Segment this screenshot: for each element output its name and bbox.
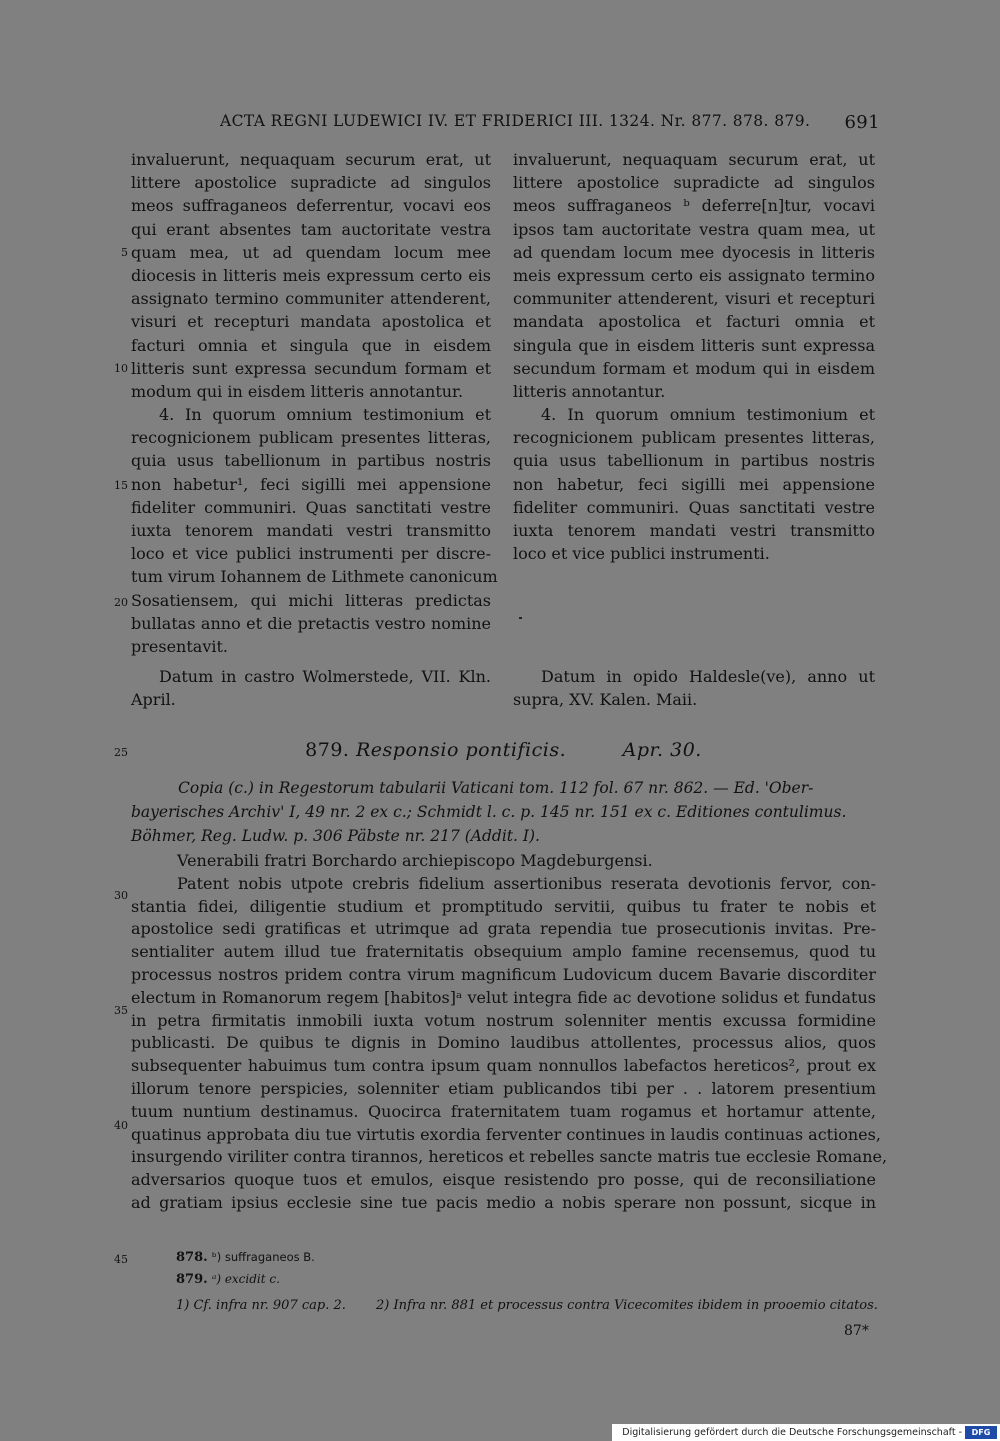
body-line: tuum nuntium destinamus. Quocirca fraternitatem tuam rogamus et hortamur attente, (131, 1101, 876, 1121)
line-number: 40 (114, 1119, 128, 1132)
right-line: recognicionem publicam presentes litteras, (513, 428, 875, 448)
right-datum-line: supra, XV. Kalen. Maii. (513, 690, 698, 709)
line-number: 30 (114, 889, 128, 902)
line-number: 25 (114, 746, 128, 759)
line-number: 15 (114, 479, 128, 492)
banner-text: Digitalisierung gefördert durch die Deutsche Forschungsgemeinschaft - (622, 1427, 962, 1438)
left-line: littere apostolice supradicte ad singulos (131, 173, 491, 193)
variant-text: ᵇ) suffraganeos B. (211, 1250, 315, 1264)
body-line: electum in Romanorum regem [habitos]ᵃ velut integra fide ac devotione solidus et fundatus (131, 987, 876, 1007)
right-line: loco et vice publici instrumenti. (513, 544, 770, 564)
left-line: presentavit. (131, 636, 228, 656)
variant-text: ᵃ) excidit c. (211, 1272, 280, 1286)
source-note (131, 776, 878, 848)
left-line: non habetur¹, feci sigilli mei appensione (131, 474, 491, 494)
body-line: illorum tenore perspicies, solenniter etiam publicandos tibi per . . latorem presentium (131, 1078, 876, 1098)
left-line: litteris sunt expressa secundum formam et (131, 358, 491, 378)
body-line: adversarios quoque tuos et emulos, eisque resistendo pro posse, qui de reconsiliatione (131, 1170, 876, 1190)
body-line: subsequenter habuimus tum contra ipsum quam nonnullos labefactos hereticos², prout ex (131, 1056, 876, 1076)
right-line: iuxta tenorem mandati vestri transmitto (513, 521, 875, 540)
body-line: sentialiter autem illud tue fraternitatis obsequium amplo famine recensemus, quod tu (131, 942, 876, 962)
left-line: assignato termino communiter attenderent, (131, 289, 491, 309)
right-datum-line: Datum in opido Haldesle(ve), anno ut (541, 667, 875, 686)
right-line: fideliter communiri. Quas sanctitati vestre (513, 497, 875, 517)
source-note-line: Böhmer, Reg. Ludw. p. 306 Päbste nr. 217 (Addit. I). (131, 827, 540, 845)
right-line: mandata apostolica et facturi omnia et (513, 312, 875, 332)
footnote-1: 1) Cf. infra nr. 907 cap. 2. (176, 1298, 346, 1313)
variant-note (176, 1272, 280, 1287)
right-line: littere apostolice supradicte ad singulos (513, 173, 875, 193)
left-line: loco et vice publici instrumenti per discre- (131, 544, 491, 564)
right-line: 4. In quorum omnium testimonium et (541, 405, 875, 425)
body-line: quatinus approbata diu tue virtutis exordia ferventer continues in laudis continuas actiones, (131, 1124, 881, 1144)
left-line: quia usus tabellionum in partibus nostris (131, 451, 491, 471)
right-line: secundum formam et modum qui in eisdem (513, 358, 875, 378)
right-line: ad quendam locum mee dyocesis in litteris (513, 242, 875, 262)
footnote-2: 2) Infra nr. 881 et processus contra Vicecomites ibidem in prooemio citatos. (376, 1298, 878, 1313)
right-column (513, 148, 875, 565)
source-note-line: bayerisches Archiv' I, 49 nr. 2 ex c.; Schmidt l. c. p. 145 nr. 151 ex c. Editiones contulimus. (131, 803, 847, 821)
body-line: ad gratiam ipsius ecclesie sine tue pacis medio a nobis sperare non possunt, sicque in (131, 1192, 876, 1212)
source-note-line: Copia (c.) in Regestorum tabularii Vaticani tom. 112 fol. 67 nr. 862. — Ed. 'Ober- (178, 779, 814, 797)
left-line: iuxta tenorem mandati vestri transmitto (131, 521, 491, 540)
body-line: in petra firmitatis inmobili iuxta votum nostrum solenniter mentis excussa formidine (131, 1010, 876, 1030)
left-line: diocesis in litteris meis expressum certo eis (131, 265, 491, 285)
variant-number: 879. (176, 1272, 208, 1287)
left-datum-line: Datum in castro Wolmerstede, VII. Kln. (159, 667, 491, 686)
body-line: Patent nobis utpote crebris fidelium assertionibus reserata devotionis fervor, con- (177, 873, 876, 893)
right-line: non habetur, feci sigilli mei appensione (513, 474, 875, 494)
right-line: communiter attenderent, visuri et recepturi (513, 289, 875, 309)
left-line: recognicionem publicam presentes litteras, (131, 428, 491, 448)
left-line: visuri et recepturi mandata apostolica et (131, 312, 491, 332)
letter-body (131, 850, 888, 1215)
left-datum (131, 665, 491, 711)
left-line: facturi omnia et singula que in eisdem (131, 335, 491, 355)
right-line: invaluerunt, nequaquam securum erat, ut (513, 150, 875, 169)
entry-title: Responsio pontificis. (356, 739, 567, 761)
line-number: 45 (114, 1253, 128, 1266)
left-line: qui erant absentes tam auctoritate vestra (131, 219, 491, 239)
entry-heading (131, 739, 876, 761)
variant-number: 878. (176, 1250, 208, 1265)
line-number: 5 (121, 246, 128, 259)
entry-date: Apr. 30. (622, 739, 702, 761)
left-line: modum qui in eisdem litteris annotantur. (131, 381, 464, 401)
right-datum (513, 665, 875, 711)
left-line: invaluerunt, nequaquam securum erat, ut (131, 150, 491, 169)
right-line: litteris annotantur. (513, 381, 666, 401)
variant-note (176, 1250, 315, 1265)
running-title: ACTA REGNI LUDEWICI IV. ET FRIDERICI III. 1324. Nr. 877. 878. 879. (220, 112, 811, 130)
left-column (131, 148, 498, 658)
right-line: ipsos tam auctoritate vestra quam mea, ut (513, 219, 875, 239)
entry-number: 879. (305, 739, 350, 761)
left-datum-line: April. (131, 690, 176, 709)
page-number: 691 (844, 112, 880, 133)
right-line: meis expressum certo eis assignato termino (513, 265, 875, 285)
right-line: singula que in eisdem litteris sunt expressa (513, 335, 875, 355)
left-line: tum virum Iohannem de Lithmete canonicum (131, 567, 498, 587)
body-line: apostolice sedi gratificas et utrimque ad grata rependia tue prosecutionis invitas. Pre- (131, 919, 876, 939)
body-line: publicasti. De quibus te dignis in Domino laudibus attollentes, processus alios, quos (131, 1033, 876, 1053)
left-line: bullatas anno et die pretactis vestro nomine (131, 613, 491, 633)
body-line: stantia fidei, diligentie studium et promptitudo servitii, quibus tu frater te nobis et (131, 896, 876, 916)
left-line: meos suffraganeos deferrentur, vocavi eos (131, 196, 491, 216)
left-line: fideliter communiri. Quas sanctitati vestre (131, 497, 491, 517)
line-number: 10 (114, 362, 128, 375)
left-line: 4. In quorum omnium testimonium et (159, 405, 491, 425)
line-number: 35 (114, 1004, 128, 1017)
body-line: processus nostros pridem contra virum magnificum Ludovicum ducem Bavarie discorditer (131, 964, 876, 984)
line-number: 20 (114, 596, 128, 609)
dfg-logo: DFG (965, 1426, 997, 1439)
dfg-banner (612, 1424, 1000, 1441)
body-line: insurgendo viriliter contra tirannos, hereticos et rebelles sancte matris tue ecclesie Romane, (131, 1147, 888, 1167)
body-line: Venerabili fratri Borchardo archiepiscopo Magdeburgensi. (177, 851, 653, 870)
sheet-signature: 87* (844, 1323, 869, 1339)
right-line: quia usus tabellionum in partibus nostris (513, 451, 875, 471)
right-line: meos suffraganeos ᵇ deferre[n]tur, vocavi (513, 196, 875, 216)
left-line: Sosatiensem, qui michi litteras predictas (131, 590, 491, 610)
left-line: quam mea, ut ad quendam locum mee (131, 242, 491, 262)
ink-speck (519, 617, 522, 619)
